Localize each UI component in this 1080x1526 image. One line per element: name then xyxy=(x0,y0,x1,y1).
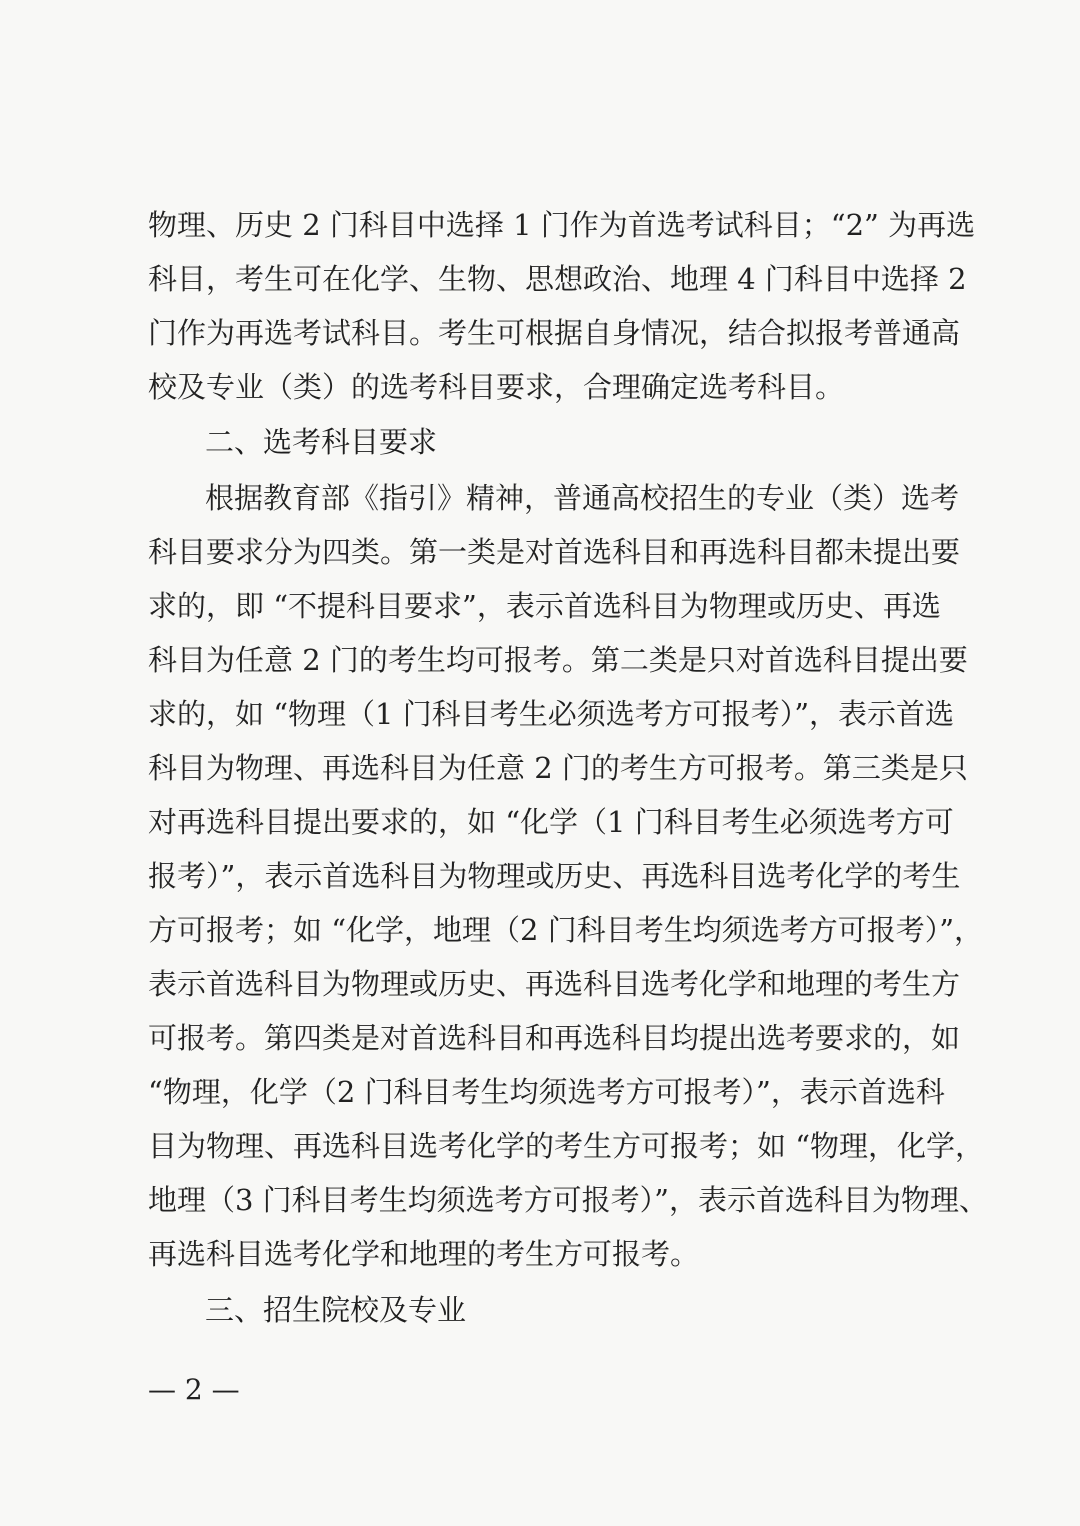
page-number: — 2 — xyxy=(148,1373,240,1406)
paragraph-line: “物理，化学（2 门科目考生均须选考方可报考）”，表示首选科 xyxy=(148,1075,945,1109)
paragraph-line: 科目，考生可在化学、生物、思想政治、地理 4 门科目中选择 2 xyxy=(148,262,967,296)
paragraph-line: 表示首选科目为物理或历史、再选科目选考化学和地理的考生方 xyxy=(148,967,961,1001)
paragraph-line: 求的，即 “不提科目要求”，表示首选科目为物理或历史、再选 xyxy=(148,589,941,623)
paragraph-line: 求的，如 “物理（1 门科目考生必须选考方可报考）”，表示首选 xyxy=(148,697,955,731)
section-heading: 二、选考科目要求 xyxy=(205,425,438,459)
paragraph-line: 物理、历史 2 门科目中选择 1 门作为首选考试科目；“2” 为再选 xyxy=(148,208,976,242)
paragraph-line: 科目为任意 2 门的考生均可报考。第二类是只对首选科目提出要 xyxy=(148,643,968,677)
paragraph-line: 方可报考；如 “化学，地理（2 门科目考生均须选考方可报考）”， xyxy=(148,913,984,947)
paragraph-line: 校及专业（类）的选考科目要求，合理确定选考科目。 xyxy=(148,370,845,404)
paragraph-line: 科目要求分为四类。第一类是对首选科目和再选科目都未提出要 xyxy=(148,535,961,569)
paragraph-line: 科目为物理、再选科目为任意 2 门的考生方可报考。第三类是只 xyxy=(148,751,968,785)
paragraph-line: 对再选科目提出要求的，如 “化学（1 门科目考生必须选考方可 xyxy=(148,805,954,839)
paragraph-line: 目为物理、再选科目选考化学的考生方可报考；如 “物理，化学， xyxy=(148,1129,985,1163)
paragraph-line: 根据教育部《指引》精神，普通高校招生的专业（类）选考 xyxy=(205,481,960,515)
paragraph-line: 再选科目选考化学和地理的考生方可报考。 xyxy=(148,1237,700,1271)
section-heading: 三、招生院校及专业 xyxy=(205,1293,467,1327)
paragraph-line: 报考）”，表示首选科目为物理或历史、再选科目选考化学的考生 xyxy=(148,859,961,893)
paragraph-line: 地理（3 门科目考生均须选考方可报考）”，表示首选科目为物理、 xyxy=(148,1183,988,1217)
paragraph-line: 可报考。第四类是对首选科目和再选科目均提出选考要求的，如 xyxy=(148,1021,961,1055)
paragraph-line: 门作为再选考试科目。考生可根据自身情况，结合拟报考普通高 xyxy=(148,316,961,350)
